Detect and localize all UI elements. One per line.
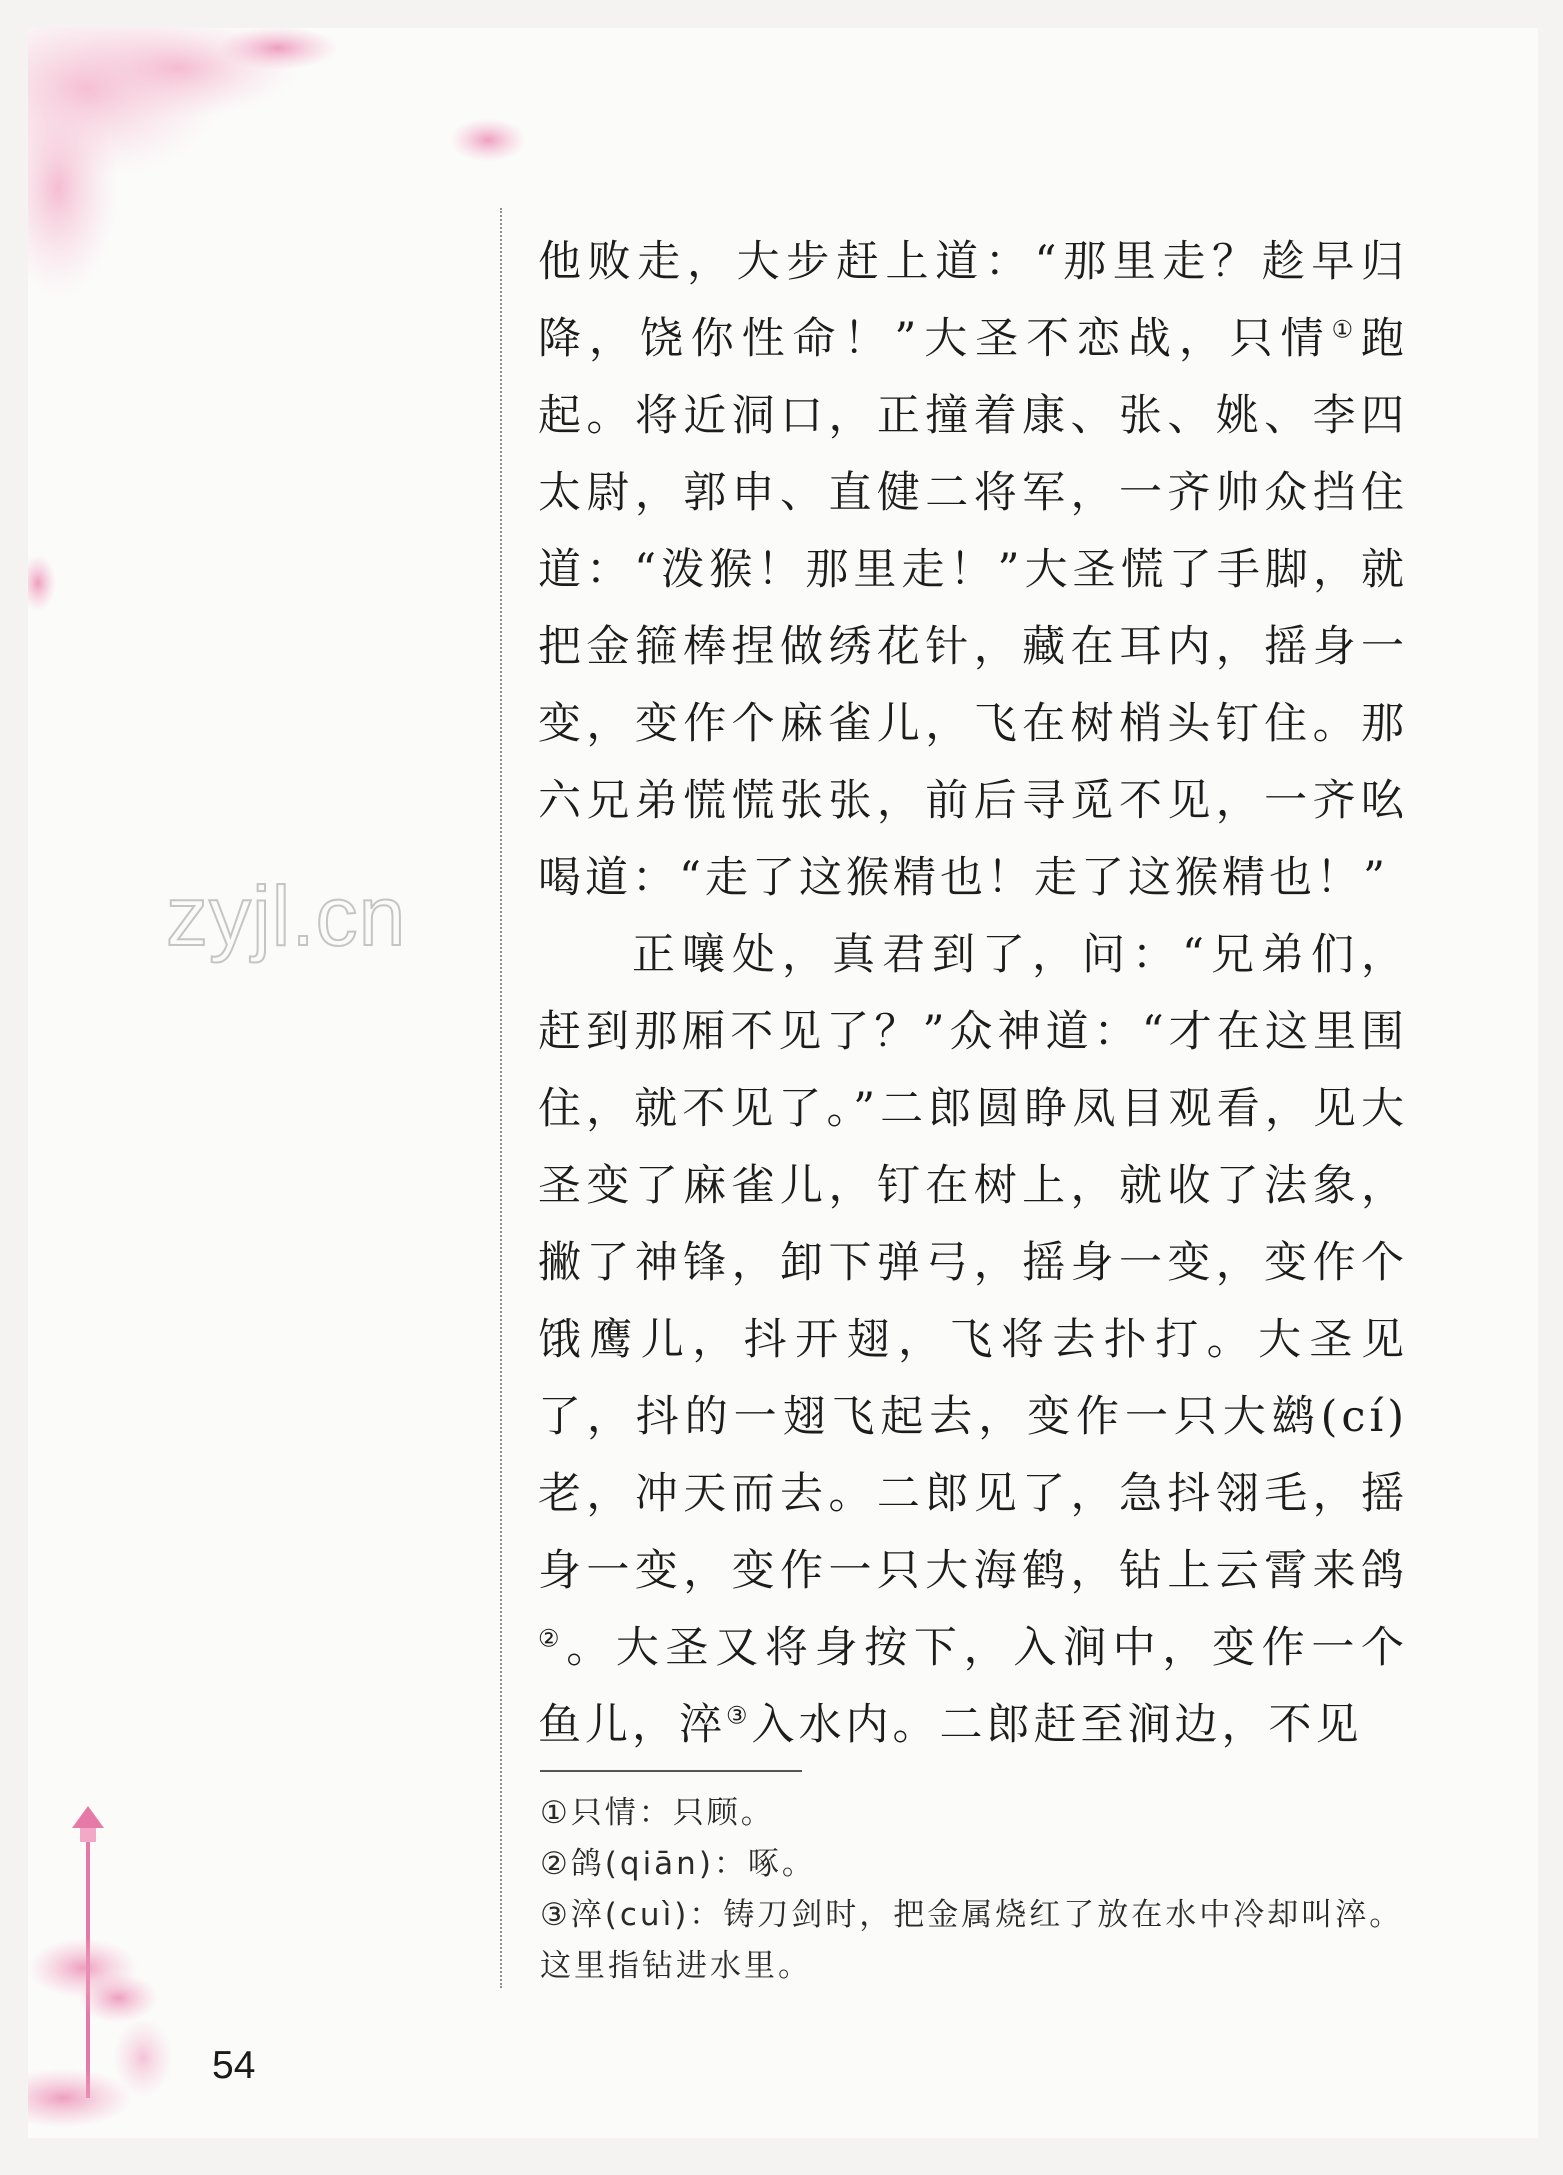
text-run: 跑起。将近洞口，正撞着康、张、姚、李四太尉，郭申、直健二将军，一齐帅众挡住道：“泼猴！那里走！”大圣慌了手脚，就把金箍棒捏做绣花针，藏在耳内，摇身一变，变作个麻雀儿，飞在树梢头钉住。那六兄弟慌慌张张，前后寻觅不见，一齐吆喝道：“走了这猴精也！走了这猴精也！” (538, 314, 1409, 903)
paragraph (538, 917, 1408, 1764)
footnote-3: ③淬(cuì)：铸刀剑时，把金属烧红了放在水中冷却叫淬。这里指钻进水里。 (540, 1897, 1404, 1984)
text-run: 入水内。二郎赶至涧边，不见 (751, 1700, 1363, 1750)
footnote-2: ②鸽(qiān)：啄。 (540, 1846, 816, 1882)
text-run: 他败走，大步赶上道：“那里走？趁早归降，饶你性命！”大圣不恋战，只情 (538, 237, 1408, 364)
watermark-text: zyjl.cn (166, 869, 407, 963)
footnote-marker: ① (1331, 315, 1362, 344)
book-page (28, 28, 1538, 2138)
lamp-flower-decoration (28, 1798, 328, 2138)
footnote-marker: ③ (726, 1701, 752, 1730)
text-run: 正嚷处，真君到了，问：“兄弟们，赶到那厢不见了？”众神道：“才在这里围住，就不见了。”二郎圆睁凤目观看，见大圣变了麻雀儿，钉在树上，就收了法象，撇了神锋，卸下弹弓，摇身一变，变作个饿鹰儿，抖开翅，飞将去扑打。大圣见了，抖的一翅飞起去，变作一只大鹚(cí)老，冲天而去。二郎见了，急抖翎毛，摇身一变，变作一只大海鹤，钻上云霄来鸽 (538, 930, 1408, 1596)
footnotes (540, 1788, 1410, 1992)
page-number: 54 (212, 2044, 256, 2087)
footnote-marker: ② (538, 1624, 567, 1653)
paragraph (538, 224, 1408, 917)
footnote-1: ①只情：只顾。 (540, 1795, 775, 1831)
cherry-blossom-decoration (28, 28, 548, 628)
body-text (538, 224, 1408, 1764)
footnote-rule (540, 1770, 802, 1772)
margin-rule (500, 208, 502, 1988)
text-run: 。大圣又将身按下，入涧中，变作一个鱼儿，淬 (538, 1623, 1409, 1750)
